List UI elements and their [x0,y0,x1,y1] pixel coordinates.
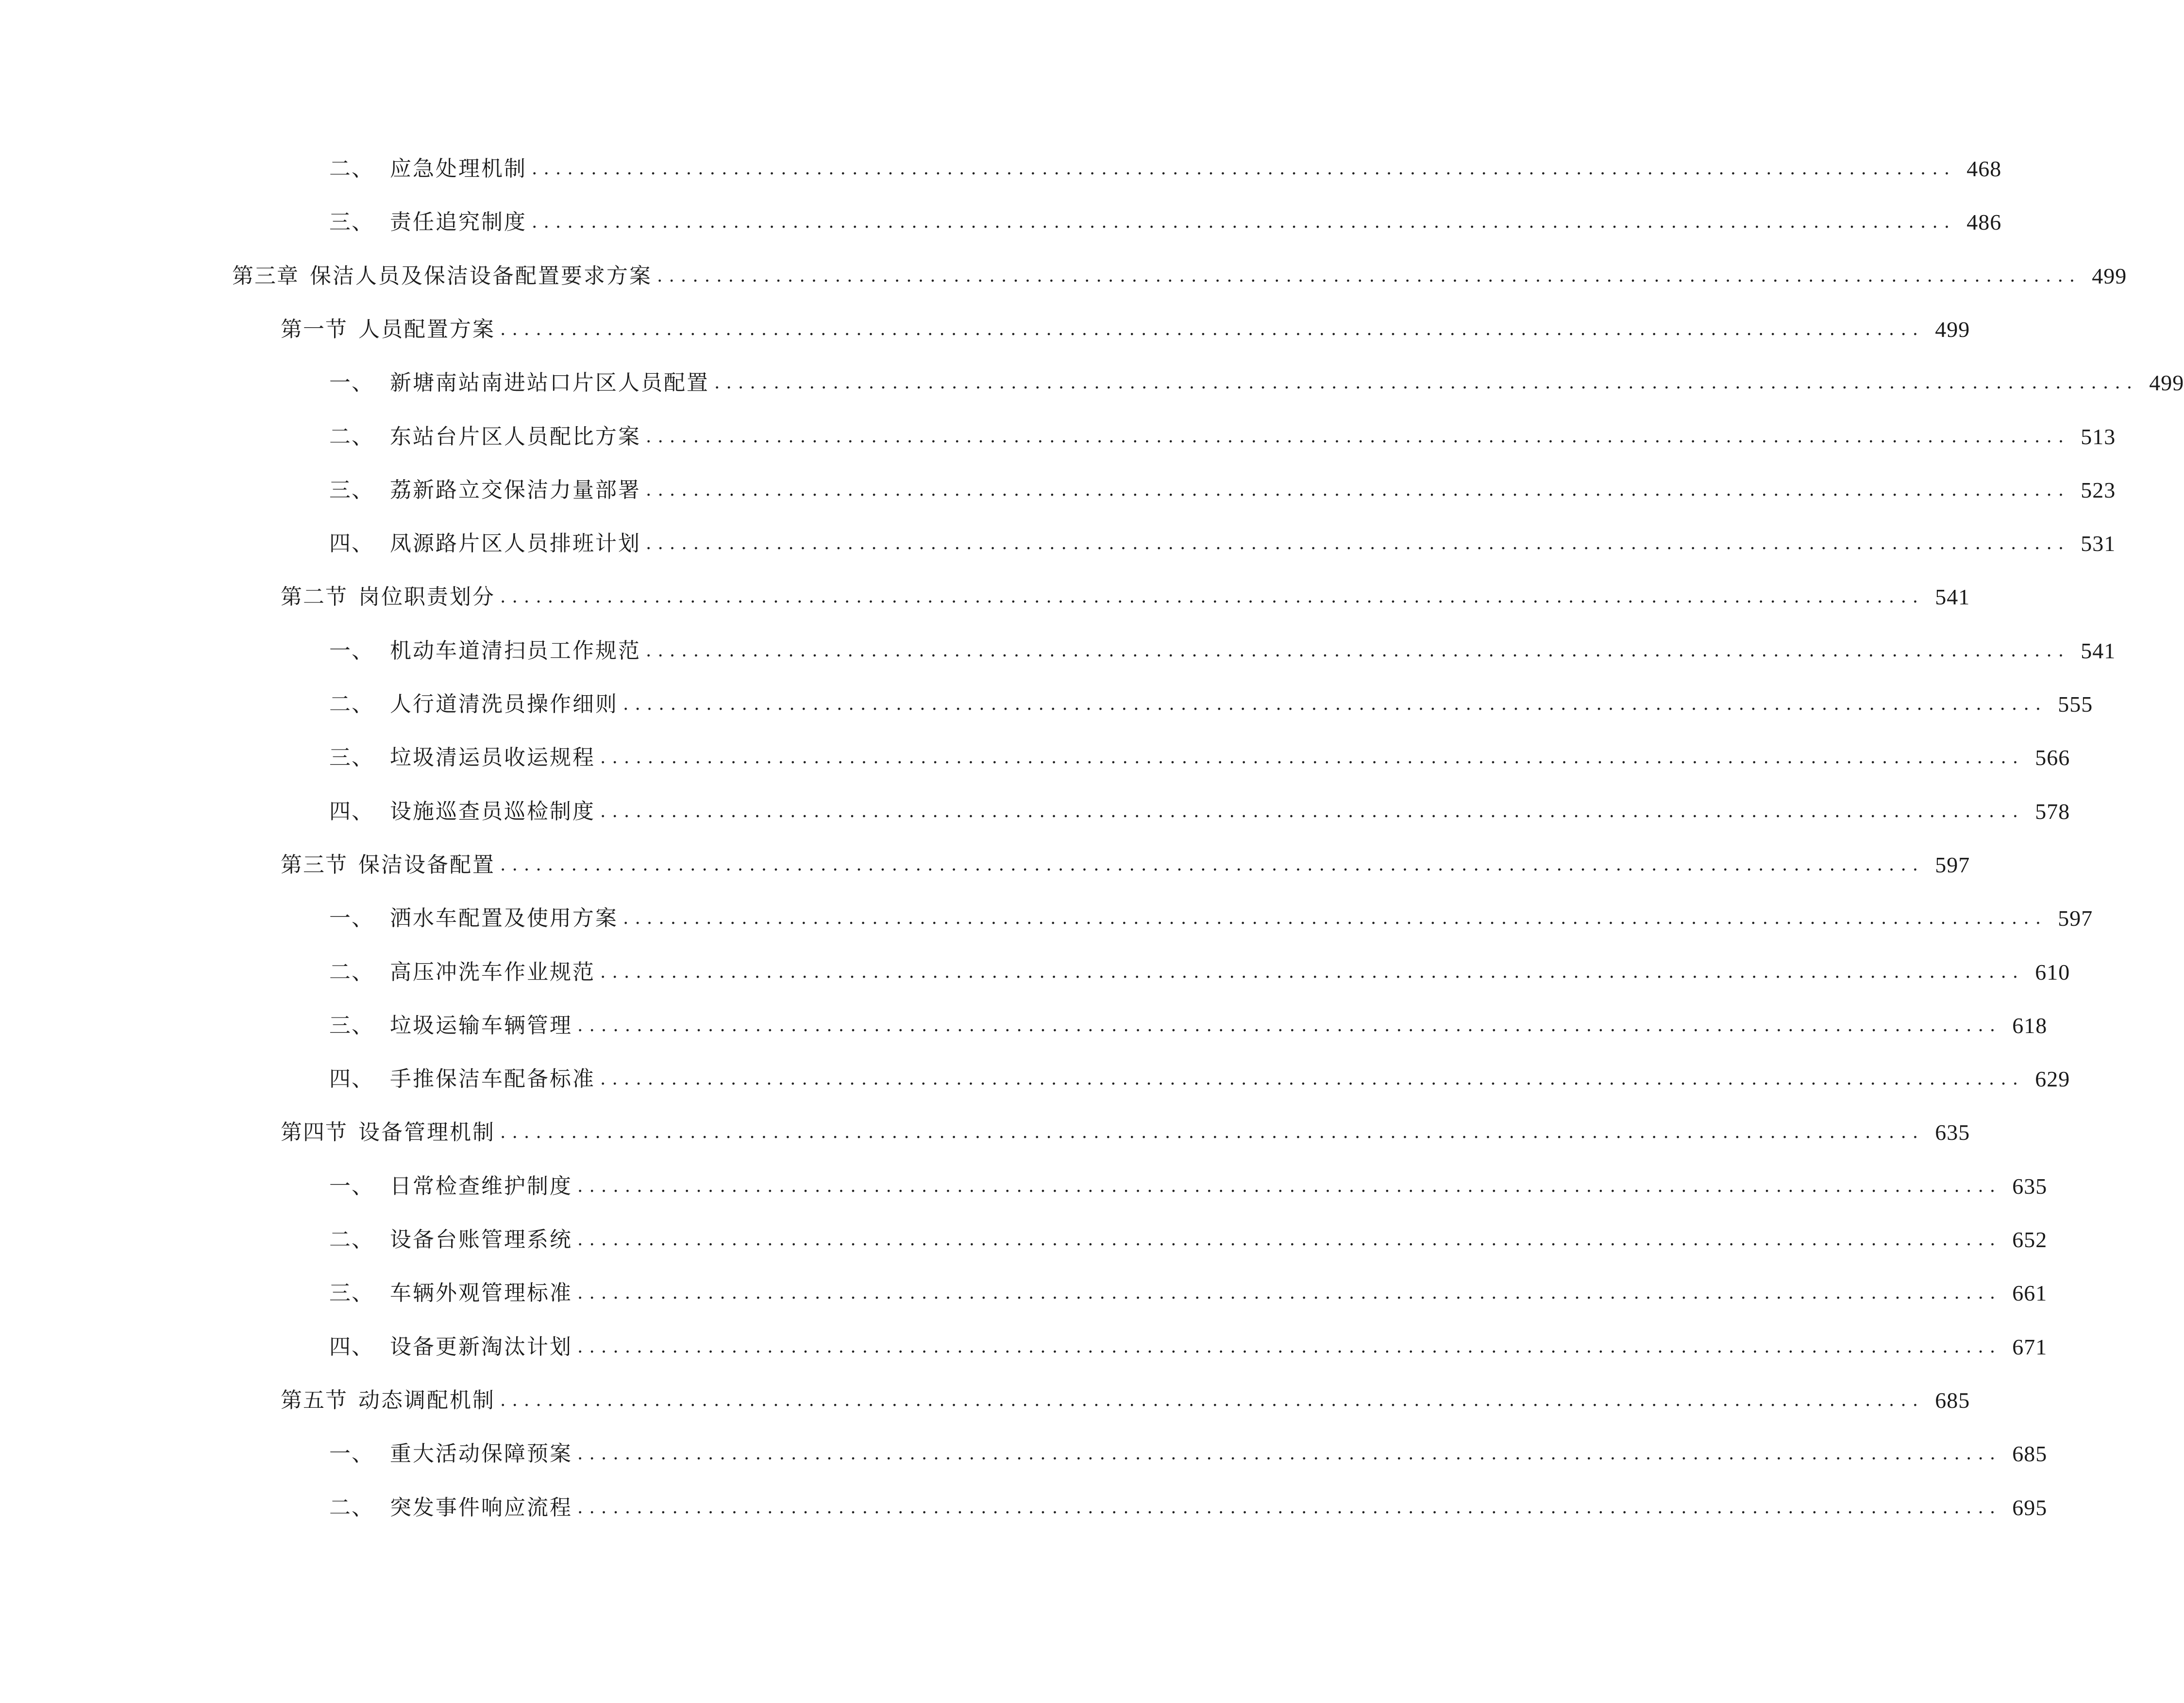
toc-entry-number: 三、 [329,1281,374,1305]
toc-entry-number: 三、 [329,745,374,770]
toc-entry[interactable] [329,955,2070,989]
toc-entry-number: 一、 [329,638,374,663]
toc-entry-number: 第三章 [232,264,299,288]
toc-entry[interactable] [329,1223,2048,1257]
dot-leader: ........................................................................................................................ [646,534,2070,553]
toc-entry-title: 设施巡查员巡检制度 [390,799,595,824]
toc-entry[interactable] [329,420,2116,454]
toc-entry-number: 一、 [329,370,374,395]
dot-leader: ........................................................................................................................ [577,1498,2002,1518]
toc-entry-number: 二、 [329,156,374,181]
toc-entry[interactable] [329,1276,2048,1310]
toc-entry-number: 二、 [329,1227,374,1252]
toc-entry-title: 洒水车配置及使用方案 [390,906,618,931]
toc-entry-page-number: 661 [2012,1281,2048,1305]
toc-entry-title: 垃圾运输车辆管理 [390,1013,572,1038]
dot-leader: ........................................................................................................................ [646,427,2070,447]
dot-leader: ........................................................................................................................ [714,373,2139,393]
toc-entry-title: 手推保洁车配备标准 [390,1067,595,1091]
toc-entry-number: 一、 [329,1174,374,1199]
toc-entry-title: 东站台片区人员配比方案 [390,424,641,449]
toc-entry[interactable] [281,1384,1970,1418]
toc-entry-page-number: 685 [2012,1441,2048,1466]
toc-entry-number: 三、 [329,210,374,234]
dot-leader: ........................................................................................................................ [577,1230,2002,1250]
toc-entry[interactable] [281,1116,1970,1150]
toc-entry[interactable] [329,473,2116,507]
toc-entry[interactable] [329,1491,2048,1525]
toc-entry-number: 二、 [329,692,374,717]
toc-entry[interactable] [329,152,2002,186]
toc-entry[interactable] [329,1062,2070,1096]
toc-entry[interactable] [329,205,2002,239]
toc-entry-title: 保洁人员及保洁设备配置要求方案 [310,264,652,288]
toc-entry-page-number: 513 [2081,424,2116,449]
dot-leader: ........................................................................................................................ [577,1176,2002,1196]
toc-entry-page-number: 499 [1935,317,1970,342]
toc-entry[interactable] [281,313,1970,347]
toc-entry-title: 设备管理机制 [358,1120,495,1145]
toc-entry-title: 重大活动保障预案 [390,1441,572,1466]
toc-entry-page-number: 610 [2035,960,2070,985]
toc-entry-number: 三、 [329,478,374,502]
toc-entry-title: 岗位职责划分 [358,584,495,609]
toc-entry-title: 车辆外观管理标准 [390,1281,572,1305]
toc-entry-title: 动态调配机制 [358,1388,495,1413]
dot-leader: ........................................................................................................................ [600,962,2025,982]
toc-entry-page-number: 629 [2035,1067,2070,1091]
dot-leader: ........................................................................................................................ [657,266,2082,286]
dot-leader: ........................................................................................................................ [577,1337,2002,1357]
toc-entry-page-number: 541 [1935,584,1970,609]
toc-entry-number: 第三节 [281,852,348,877]
toc-entry-page-number: 685 [1935,1388,1970,1413]
toc-entry-number: 四、 [329,531,374,556]
dot-leader: ........................................................................................................................ [500,587,1925,607]
toc-entry[interactable] [329,1009,2048,1043]
dot-leader: ........................................................................................................................ [500,855,1925,875]
toc-entry-page-number: 541 [2081,638,2116,663]
toc-entry-number: 二、 [329,1495,374,1520]
dot-leader: ........................................................................................................................ [646,480,2070,500]
toc-entry-number: 二、 [329,424,374,449]
toc-entry-page-number: 597 [1935,852,1970,877]
toc-entry-page-number: 635 [2012,1174,2048,1199]
toc-entry[interactable] [329,795,2070,829]
toc-entry-page-number: 523 [2081,478,2116,502]
toc-entry-title: 机动车道清扫员工作规范 [390,638,641,663]
toc-entry-number: 四、 [329,1335,374,1359]
dot-leader: ........................................................................................................................ [500,1390,1925,1410]
toc-entry-number: 第一节 [281,317,348,342]
toc-entry-number: 二、 [329,960,374,985]
toc-entry[interactable] [329,902,2093,935]
toc-entry-title: 新塘南站南进站口片区人员配置 [390,370,709,395]
toc-entry[interactable] [329,527,2116,561]
toc-entry-title: 人行道清洗员操作细则 [390,692,618,717]
toc-entry[interactable] [329,366,2184,400]
toc-entry-number: 一、 [329,1441,374,1466]
toc-entry-number: 第五节 [281,1388,348,1413]
dot-leader: ........................................................................................................................ [500,1122,1925,1142]
toc-entry[interactable] [281,580,1970,614]
toc-entry-title: 荔新路立交保洁力量部署 [390,478,641,502]
toc-entry-page-number: 578 [2035,799,2070,824]
dot-leader: ........................................................................................................................ [623,908,2048,928]
dot-leader: ........................................................................................................................ [600,748,2025,768]
toc-entry-title: 保洁设备配置 [358,852,495,877]
toc-entry-title: 人员配置方案 [358,317,495,342]
toc-entry-page-number: 695 [2012,1495,2048,1520]
toc-entry-page-number: 531 [2081,531,2116,556]
dot-leader: ........................................................................................................................ [623,694,2048,714]
toc-entry-page-number: 486 [1966,210,2002,234]
toc-entry-title: 应急处理机制 [390,156,527,181]
dot-leader: ........................................................................................................................ [500,319,1925,339]
dot-leader: ........................................................................................................................ [577,1444,2002,1464]
toc-entry-number: 四、 [329,1067,374,1091]
toc-entry-page-number: 566 [2035,745,2070,770]
toc-entry-number: 一、 [329,906,374,931]
dot-leader: ........................................................................................................................ [646,641,2070,661]
toc-entry-page-number: 635 [1935,1120,1970,1145]
toc-entry-number: 四、 [329,799,374,824]
toc-entry-page-number: 499 [2149,370,2184,395]
toc-entry[interactable] [232,259,2127,293]
toc-entry-page-number: 597 [2058,906,2093,931]
dot-leader: ........................................................................................................................ [577,1283,2002,1303]
toc-entry-page-number: 671 [2012,1335,2048,1359]
toc-entry-number: 第四节 [281,1120,348,1145]
toc-entry-page-number: 499 [2092,264,2127,288]
toc-entry[interactable] [329,1330,2048,1364]
toc-entry[interactable] [329,1169,2048,1203]
toc-entry-title: 日常检查维护制度 [390,1174,572,1199]
toc-entry[interactable] [329,1437,2048,1471]
toc-entry[interactable] [329,687,2093,721]
toc-entry-title: 高压冲洗车作业规范 [390,960,595,985]
toc-entry[interactable] [329,634,2116,668]
toc-entry-page-number: 468 [1966,156,2002,181]
dot-leader: ........................................................................................................................ [532,159,1956,179]
toc-entry-title: 设备台账管理系统 [390,1227,572,1252]
toc-entry-title: 责任追究制度 [390,210,527,234]
dot-leader: ........................................................................................................................ [600,801,2025,821]
toc-entry-title: 垃圾清运员收运规程 [390,745,595,770]
toc-entry[interactable] [329,741,2070,775]
toc-entry-number: 第二节 [281,584,348,609]
toc-entry[interactable] [281,848,1970,882]
toc-entry-title: 设备更新淘汰计划 [390,1335,572,1359]
dot-leader: ........................................................................................................................ [532,212,1956,232]
dot-leader: ........................................................................................................................ [577,1016,2002,1035]
toc-entry-page-number: 652 [2012,1227,2048,1252]
toc-entry-title: 凤源路片区人员排班计划 [390,531,641,556]
toc-entry-page-number: 555 [2058,692,2093,717]
toc-entry-page-number: 618 [2012,1013,2048,1038]
dot-leader: ........................................................................................................................ [600,1069,2025,1089]
toc-entry-number: 三、 [329,1013,374,1038]
toc-entry-title: 突发事件响应流程 [390,1495,572,1520]
